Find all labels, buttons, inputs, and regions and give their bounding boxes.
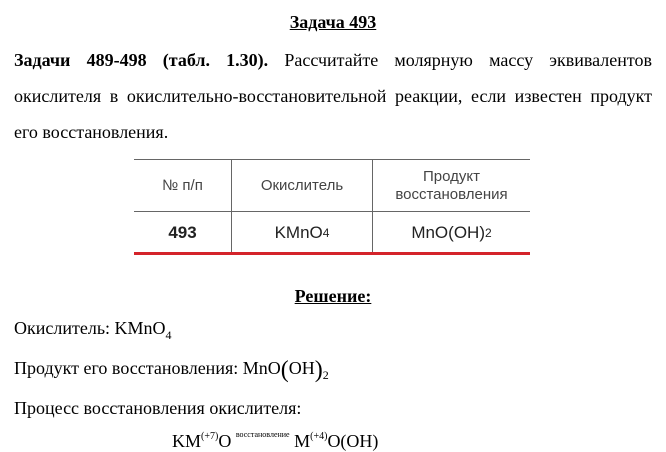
oxidizer-line: [14, 318, 172, 343]
eq-left-b: O: [218, 431, 232, 451]
row-oxidizer-base: KMnO: [274, 223, 323, 242]
eq-left-a: KM: [172, 431, 202, 451]
row-oxidizer: [232, 212, 372, 254]
product-label: Продукт его восстановления:: [14, 358, 243, 378]
table-accent-line: [134, 252, 530, 255]
header-product: [373, 160, 530, 211]
row-product-base: MnO(OH): [411, 223, 485, 242]
product-paren-open: (: [280, 357, 289, 383]
product-paren-close: ): [314, 357, 323, 383]
problem-title: Задача 493: [289, 12, 377, 32]
reduction-equation: [172, 430, 378, 452]
eq-right-b: O(OH): [327, 431, 379, 451]
row-number: 493: [168, 223, 197, 242]
table-divider: [231, 159, 232, 252]
header-product-label: Продукт восстановления: [395, 167, 508, 203]
eq-arrow-label: восстановление: [235, 430, 290, 439]
product-formula-sub: 2: [322, 368, 329, 382]
problem-text: Рассчитайте молярную массу эквивалентов окислителя в окислительно-восстановительной реакции, если известен продукт его восстановления.: [14, 50, 652, 142]
oxidizer-formula-sub: 4: [165, 328, 172, 342]
table-header-row: [134, 159, 530, 211]
process-label: Процесс восстановления окислителя:: [14, 398, 302, 418]
product-line: [14, 357, 329, 384]
row-product: [373, 212, 530, 254]
product-formula-pre: MnO: [242, 358, 281, 378]
product-formula-inner: OH: [288, 358, 315, 378]
row-product-sub: 2: [484, 226, 492, 240]
header-oxidizer: Окислитель: [260, 176, 344, 194]
eq-right-sup: (+4): [310, 431, 328, 442]
eq-right-a: M: [294, 431, 311, 451]
table-row: [134, 211, 530, 254]
problem-statement: [14, 42, 652, 150]
eq-left-sup: (+7): [201, 431, 219, 442]
oxidizer-label: Окислитель:: [14, 318, 115, 338]
oxidizer-formula-base: KMnO: [114, 318, 166, 338]
problem-reference: Задачи 489-498 (табл. 1.30).: [14, 50, 269, 70]
table-divider: [372, 159, 373, 252]
solution-title: Решение:: [294, 286, 372, 306]
header-number: № п/п: [162, 176, 203, 194]
row-oxidizer-sub: 4: [322, 226, 330, 240]
problem-table: [134, 159, 530, 255]
